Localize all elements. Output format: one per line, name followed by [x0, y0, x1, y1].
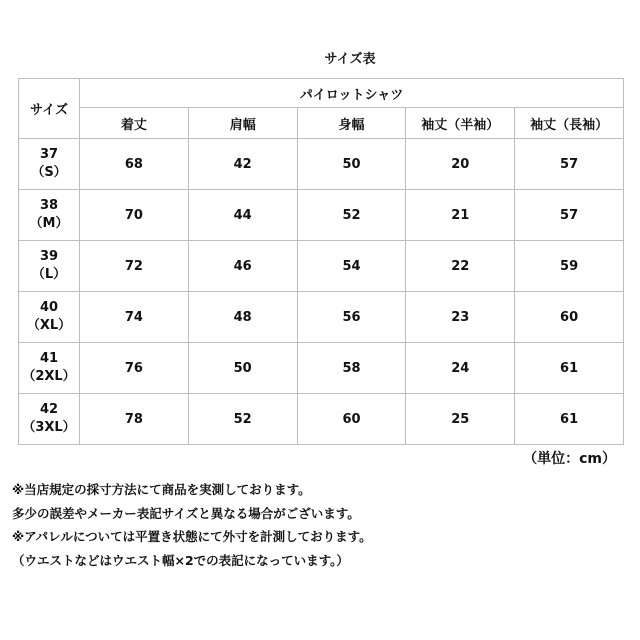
measurement-notes: [12, 478, 372, 572]
table-header-row: [19, 79, 624, 108]
size-number: 39: [39, 249, 59, 264]
chest-value: 56: [297, 292, 406, 343]
product-group-header: パイロットシャツ: [80, 79, 624, 108]
length-value: 70: [80, 190, 189, 241]
size-label: （3XL）: [22, 420, 76, 435]
shoulder-value: 48: [188, 292, 297, 343]
size-column-header: サイズ: [19, 79, 80, 139]
chest-value: 52: [297, 190, 406, 241]
short-sleeve-value: 25: [406, 394, 515, 445]
length-value: 74: [80, 292, 189, 343]
shoulder-value: 44: [188, 190, 297, 241]
size-cell: [19, 292, 80, 343]
long-sleeve-value: 59: [515, 241, 624, 292]
chest-value: 50: [297, 139, 406, 190]
table-row: [19, 190, 624, 241]
unit-label: （単位：cm）: [523, 451, 616, 467]
size-cell: [19, 241, 80, 292]
note-line: （ウエストなどはウエスト幅×2での表記になっています。）: [12, 552, 349, 568]
table-row: [19, 139, 624, 190]
size-table: [18, 78, 624, 445]
size-cell: [19, 343, 80, 394]
note-line: 多少の誤差やメーカー表記サイズと異なる場合がございます。: [12, 505, 360, 521]
chest-value: 54: [297, 241, 406, 292]
long-sleeve-value: 57: [515, 139, 624, 190]
size-label: （L）: [31, 267, 67, 282]
long-sleeve-value: 61: [515, 343, 624, 394]
size-cell: [19, 394, 80, 445]
size-label: （M）: [29, 216, 69, 231]
size-number: 41: [39, 351, 59, 366]
short-sleeve-value: 21: [406, 190, 515, 241]
column-header-short-sleeve: 袖丈（半袖）: [406, 108, 515, 139]
size-label: （2XL）: [22, 369, 76, 384]
note-line: ※アパレルについては平置き状態にて外寸を計測しております。: [12, 529, 372, 544]
size-cell: [19, 139, 80, 190]
column-header-chest: 身幅: [297, 108, 406, 139]
table-row: [19, 394, 624, 445]
length-value: 76: [80, 343, 189, 394]
size-label: （S）: [31, 165, 67, 180]
table-row: [19, 292, 624, 343]
shoulder-value: 50: [188, 343, 297, 394]
size-label: （XL）: [26, 318, 72, 333]
chest-value: 58: [297, 343, 406, 394]
size-cell: [19, 190, 80, 241]
column-header-length: 着丈: [80, 108, 189, 139]
shoulder-value: 46: [188, 241, 297, 292]
size-number: 42: [39, 402, 59, 417]
shoulder-value: 42: [188, 139, 297, 190]
chest-value: 60: [297, 394, 406, 445]
short-sleeve-value: 20: [406, 139, 515, 190]
size-number: 40: [39, 300, 59, 315]
table-subheader-row: [19, 108, 624, 139]
table-row: [19, 343, 624, 394]
length-value: 68: [80, 139, 189, 190]
short-sleeve-value: 24: [406, 343, 515, 394]
table-row: [19, 241, 624, 292]
long-sleeve-value: 57: [515, 190, 624, 241]
length-value: 72: [80, 241, 189, 292]
long-sleeve-value: 60: [515, 292, 624, 343]
shoulder-value: 52: [188, 394, 297, 445]
size-number: 37: [39, 147, 59, 162]
short-sleeve-value: 22: [406, 241, 515, 292]
size-number: 38: [39, 198, 59, 213]
length-value: 78: [80, 394, 189, 445]
column-header-long-sleeve: 袖丈（長袖）: [515, 108, 624, 139]
page-title: サイズ表: [324, 52, 376, 67]
long-sleeve-value: 61: [515, 394, 624, 445]
short-sleeve-value: 23: [406, 292, 515, 343]
note-line: ※当店規定の採寸方法にて商品を実測しております。: [12, 482, 311, 497]
column-header-shoulder: 肩幅: [188, 108, 297, 139]
